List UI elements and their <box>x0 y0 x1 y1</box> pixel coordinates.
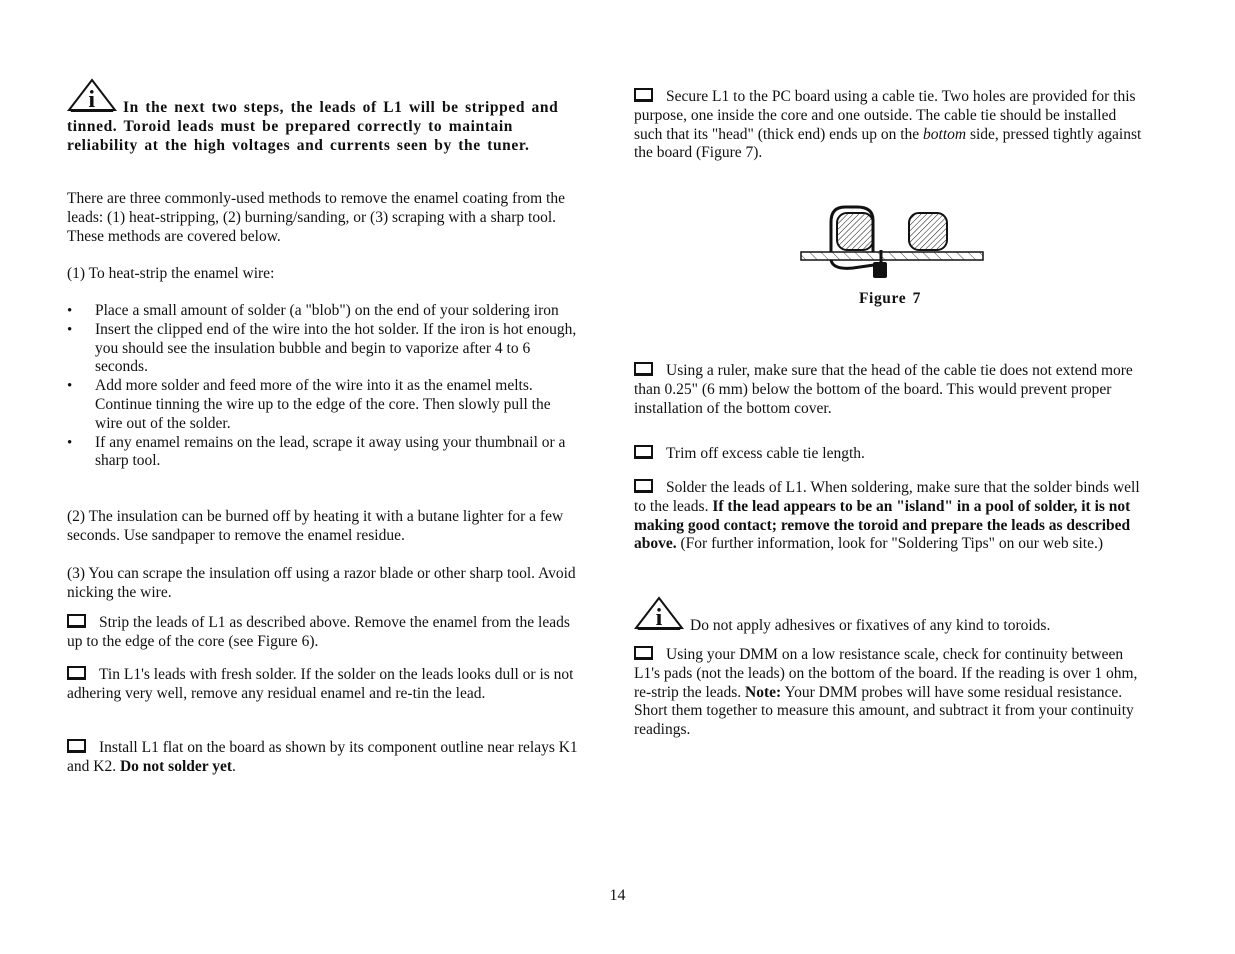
step-solder-text-end: (For further information, look for "Soldering Tips" on our web site.) <box>676 535 1104 553</box>
method-3-paragraph: (3) You can scrape the insulation off using a razor blade or other sharp tool. Avoid nicking the wire. <box>67 565 576 601</box>
step-secure-text: Secure L1 to the PC board using a cable tie. Two holes are provided for this purpose, one inside the core and one outside. The cable tie should be installed such that its "head" (thick end) ends up on the <box>634 88 1136 143</box>
figure-7 <box>634 204 1146 309</box>
list-item: • If any enamel remains on the lead, scrape it away using your thumbnail or a sharp tool. <box>67 434 579 472</box>
toroid-cable-tie-illustration <box>795 204 985 284</box>
step-checkbox[interactable] <box>634 362 653 376</box>
list-item: • Add more solder and feed more of the wire into it as the enamel melts. Continue tinning the wire up to the edge of the core. Then slowly pull the wire out of the solder. <box>67 377 579 433</box>
step-checkbox[interactable] <box>634 646 653 660</box>
step-checkbox[interactable] <box>67 614 86 628</box>
step-secure <box>634 88 1146 163</box>
step-checkbox[interactable] <box>634 479 653 493</box>
step-checkbox[interactable] <box>634 445 653 459</box>
step-solder-bold: If the lead appears to be an "island" in a pool of solder, it is not making good contact; remove the toroid and prepare the leads as described above. <box>634 497 1131 553</box>
svg-text:i: i <box>655 605 663 630</box>
step-install-end: . <box>232 757 236 775</box>
heat-strip-heading: (1) To heat-strip the enamel wire: <box>67 265 275 282</box>
step-dmm-bold: Note: <box>745 683 782 701</box>
warning-note <box>67 78 579 155</box>
heat-strip-list <box>67 302 579 471</box>
step-checkbox[interactable] <box>67 666 86 680</box>
step-secure-text-end: side, pressed tightly against the board (Figure 7). <box>634 125 1142 162</box>
page-number: 14 <box>609 887 626 904</box>
step-install-bold: Do not solder yet <box>119 757 233 775</box>
warning-text: In the next two steps, the leads of L1 will be stripped and tinned. Toroid leads must be prepared correctly to maintain reliability at the high voltages and currents seen by the tuner. <box>67 99 559 154</box>
step-checkbox[interactable] <box>67 739 86 753</box>
step-dmm <box>634 646 1146 740</box>
step-trim-text: Trim off excess cable tie length. <box>666 445 865 462</box>
info-warning-icon <box>634 596 684 636</box>
step-tin-text: Tin L1's leads with fresh solder. If the solder on the leads looks dull or is not adhering very well, remove any residual enamel and re-tin the lead. <box>67 666 574 702</box>
step-strip <box>67 614 579 652</box>
svg-text:i: i <box>88 87 96 112</box>
step-tin <box>67 666 579 704</box>
figure-caption: Figure 7 <box>858 289 922 307</box>
step-trim <box>634 445 1146 464</box>
info-warning-icon <box>67 78 117 118</box>
adhesive-note <box>634 596 1146 636</box>
list-item: • Insert the clipped end of the wire into the hot solder. If the iron is hot enough, you should see the insulation bubble and begin to vaporize after 4 to 6 seconds. <box>67 321 579 377</box>
list-item: • Place a small amount of solder (a "blob") on the end of your soldering iron <box>67 302 579 321</box>
step-checkbox[interactable] <box>634 88 653 102</box>
step-ruler <box>634 362 1146 418</box>
step-ruler-text: Using a ruler, make sure that the head of the cable tie does not extend more than 0.25" (6 mm) below the bottom of the board. This would prevent proper installation of the bottom cover. <box>634 362 1133 417</box>
adhesive-note-text: Do not apply adhesives or fixatives of any kind to toroids. <box>690 617 1051 634</box>
step-install-text: Install L1 flat on the board as shown by its component outline near relays K1 and K2. <box>67 739 578 775</box>
method-2-paragraph: (2) The insulation can be burned off by heating it with a butane lighter for a few seconds. Use sandpaper to remove the enamel residue. <box>67 508 564 544</box>
step-solder <box>634 479 1146 554</box>
step-solder-text: Solder the leads of L1. When soldering, make sure that the solder binds well to the leads. <box>634 479 1140 515</box>
step-dmm-text: Using your DMM on a low resistance scale, check for continuity between L1's pads (not the leads) on the bottom of the board. If the reading is over 1 ohm, re-strip the leads. <box>634 646 1138 701</box>
step-install <box>67 739 579 777</box>
step-secure-italic: bottom <box>923 125 967 143</box>
step-dmm-text-end: Your DMM probes will have some residual resistance. Short them together to measure this amount, and subtract it from your continuity readings. <box>634 683 1134 739</box>
step-strip-text: Strip the leads of L1 as described above. Remove the enamel from the leads up to the edge of the core (see Figure 6). <box>67 614 570 650</box>
intro-paragraph: There are three commonly-used methods to remove the enamel coating from the leads: (1) heat-stripping, (2) burning/sanding, or (3) scraping with a sharp tool. These methods are covered below. <box>67 190 565 245</box>
